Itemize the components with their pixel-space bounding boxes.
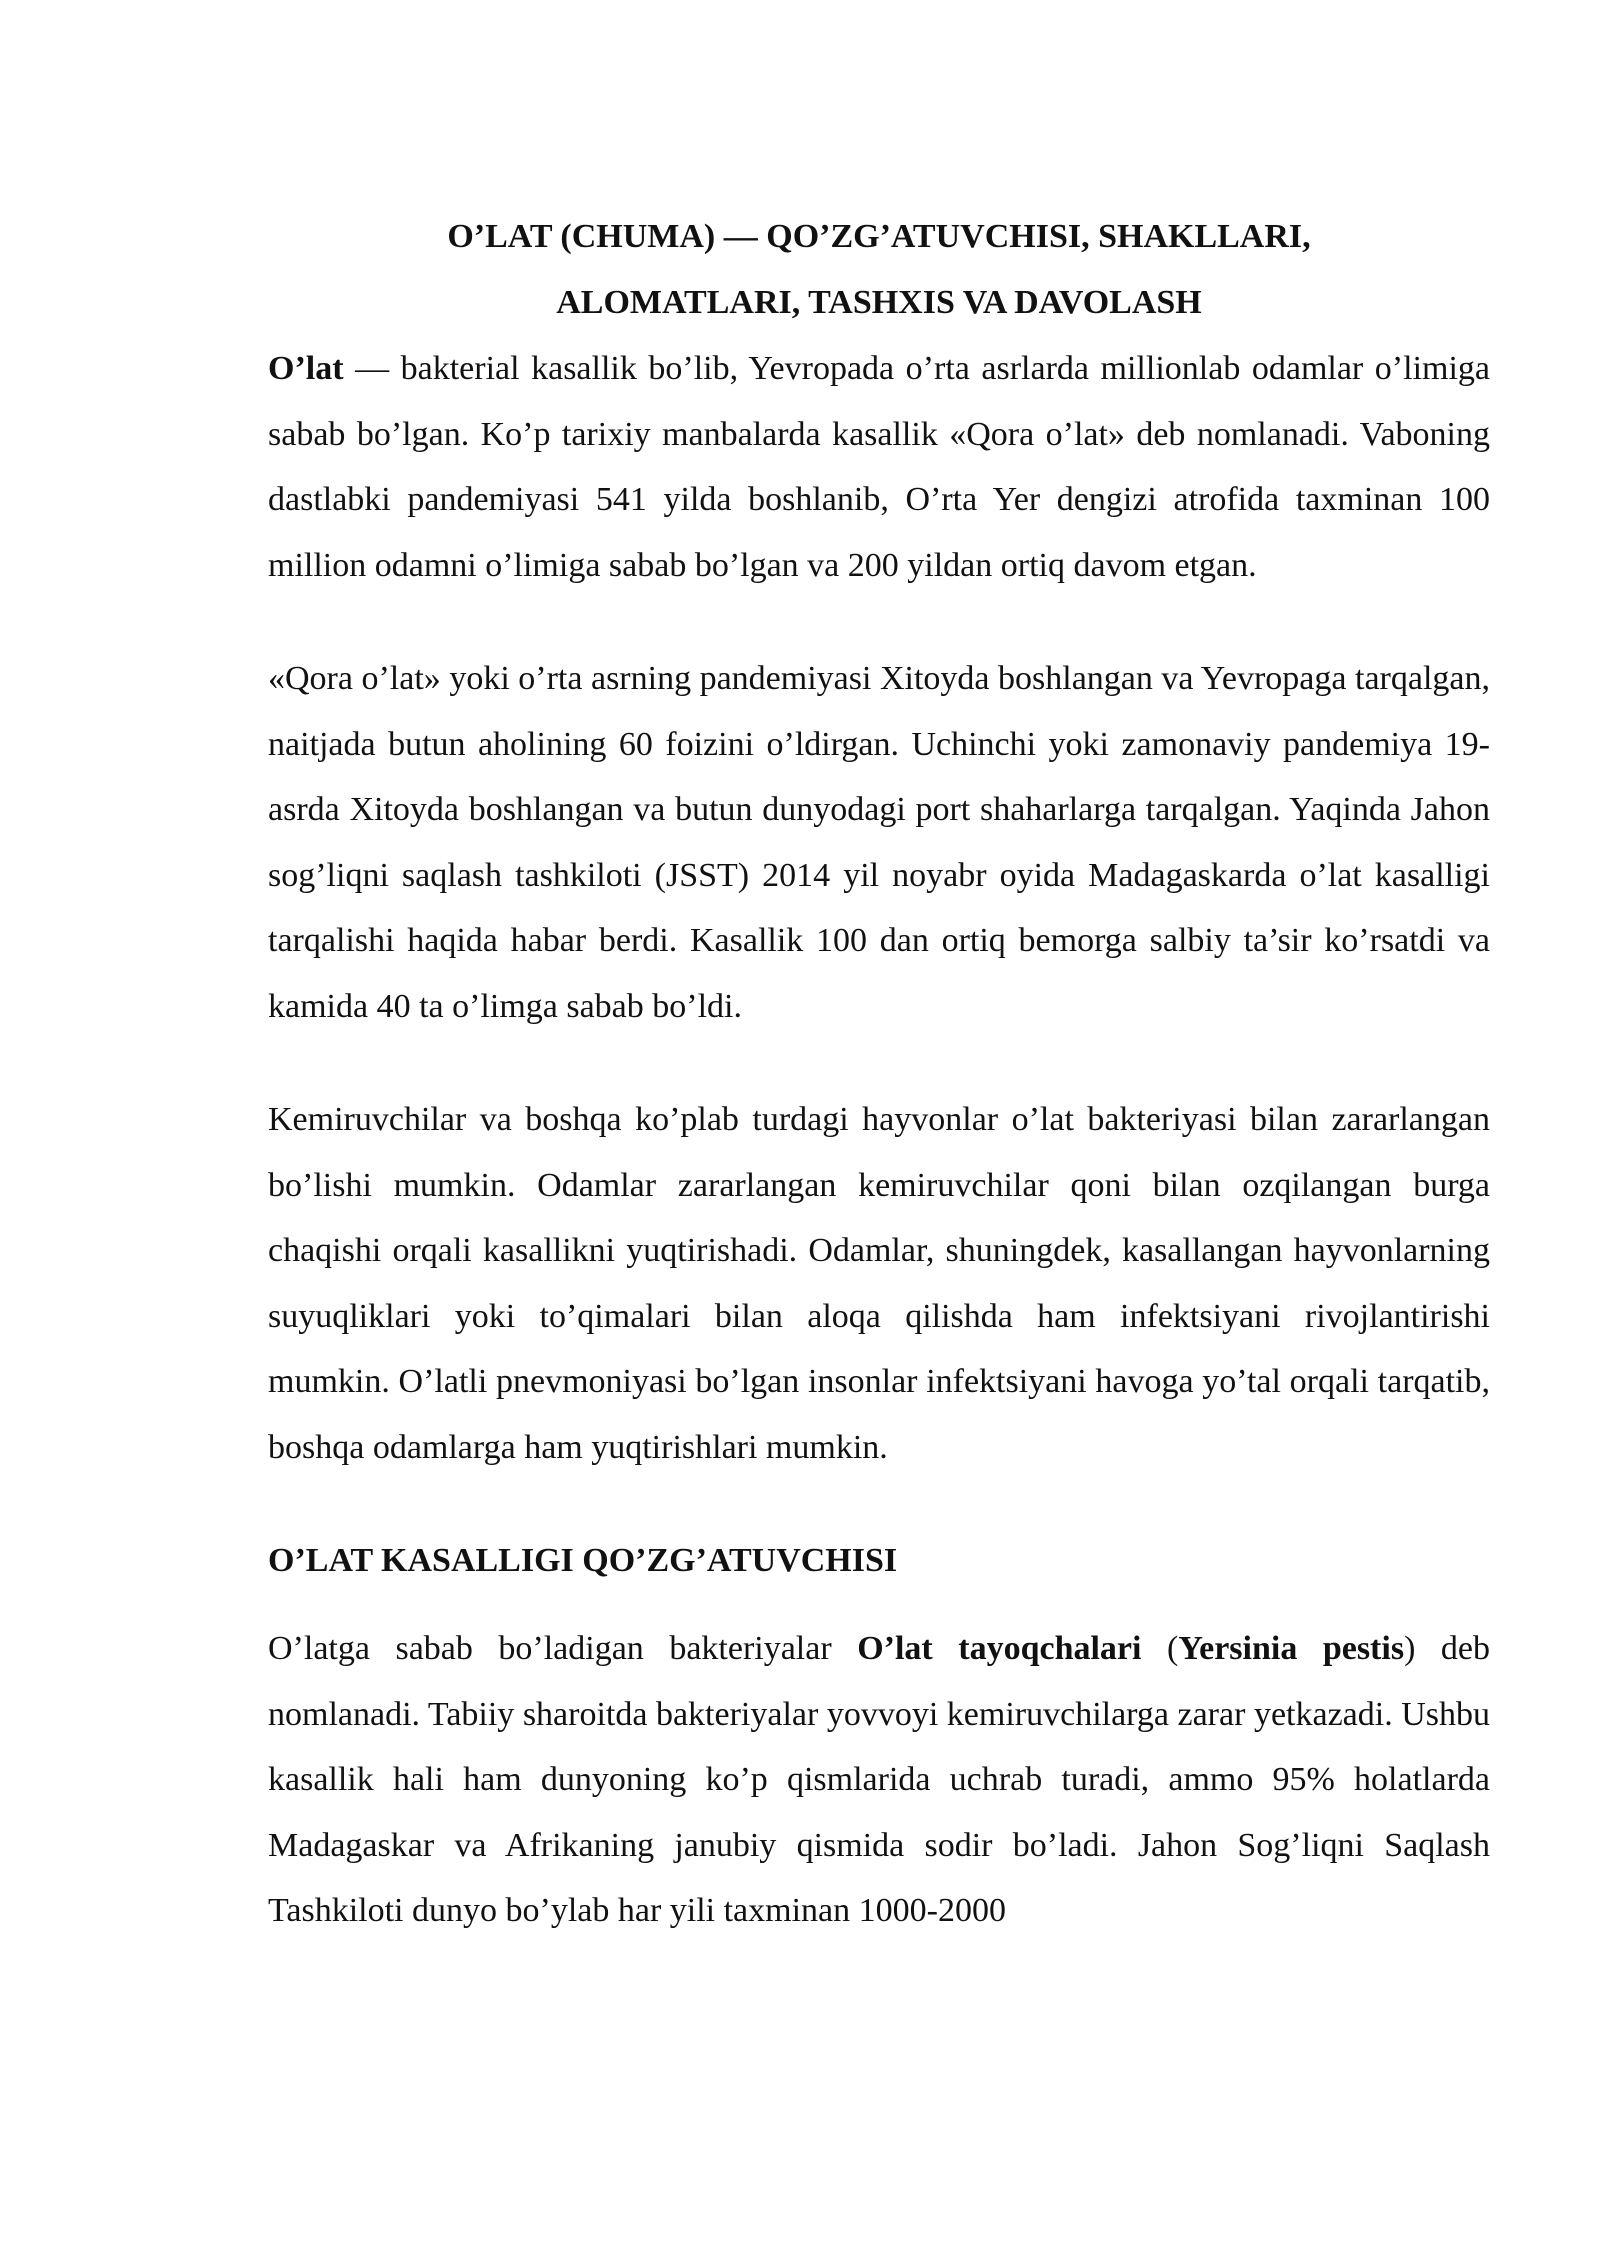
title-line-1: O’LAT (CHUMA) — QO’ZG’ATUVCHISI, SHAKLLARI, [447, 218, 1311, 255]
paragraph-history: «Qora o’lat» yoki o’rta asrning pandemiyasi Xitoyda boshlangan va Yevropaga tarqalgan, naitjada butun aholining 60 foizini o’ldirgan. Uchinchi yoki zamonaviy pandemiya 19-asrda Xitoyda boshlangan va butun dunyodagi port shaharlarga tarqalgan. Yaqinda Jahon sog’liqni saqlash tashkiloti (JSST) 2014 yil noyabr oyida Madagaskarda o’lat kasalligi tarqalishi haqida habar berdi. Kasallik 100 dan ortiq bemorga salbiy ta’sir ko’rsatdi va kamida 40 ta o’limga sabab bo’ldi. [268, 660, 1490, 1025]
paragraph-spacer [268, 1039, 1490, 1087]
paragraph-pathogen [268, 1616, 1490, 1944]
document-page [268, 204, 1490, 1944]
title-line-2: ALOMATLARI, TASHXIS VA DAVOLASH [556, 284, 1202, 321]
heading-spacer [268, 1594, 1490, 1616]
section-heading-pathogen: O’LAT KASALLIGI QO’ZG’ATUVCHISI [268, 1542, 898, 1579]
paragraph-pathogen-text-2: ( [1141, 1630, 1179, 1667]
paragraph-intro [268, 336, 1490, 598]
term-yersinia-pestis: Yersinia pestis [1178, 1630, 1405, 1667]
term-olat-tayoqchalari: O’lat tayoqchalari [857, 1630, 1142, 1667]
paragraph-spacer [268, 598, 1490, 646]
paragraph-pathogen-text-3: ) deb nomlanadi. Tabiiy sharoitda bakteriyalar yovvoyi kemiruvchilarga zarar yetkazadi. Ushbu kasallik hali ham dunyoning ko’p qismlarida uchrab turadi, ammo 95% holatlarda Madagaskar va Afrikaning janubiy qismida sodir bo’ladi. Jahon Sog’liqni Saqlash Tashkiloti dunyo bo’ylab har yili taxminan 1000-2000 [268, 1630, 1490, 1929]
paragraph-intro-text: — bakterial kasallik bo’lib, Yevropada o’rta asrlarda millionlab odamlar o’limiga sabab bo’lgan. Ko’p tarixiy manbalarda kasallik «Qora o’lat» deb nomlanadi. Vaboning dastlabki pandemiyasi 541 yilda boshlanib, O’rta Yer dengizi atrofida taxminan 100 million odamni o’limiga sabab bo’lgan va 200 yildan ortiq davom etgan. [268, 350, 1490, 584]
paragraph-spacer [268, 1480, 1490, 1528]
term-olat: O’lat [268, 350, 344, 387]
paragraph-pathogen-text-1: O’latga sabab bo’ladigan bakteriyalar [268, 1630, 858, 1667]
document-title [268, 204, 1490, 336]
paragraph-transmission: Kemiruvchilar va boshqa ko’plab turdagi hayvonlar o’lat bakteriyasi bilan zararlangan bo’lishi mumkin. Odamlar zararlangan kemiruvchilar qoni bilan ozqilangan burga chaqishi orqali kasallikni yuqtirishadi. Odamlar, shuningdek, kasallangan hayvonlarning suyuqliklari yoki to’qimalari bilan aloqa qilishda ham infektsiyani rivojlantirishi mumkin. O’latli pnevmoniyasi bo’lgan insonlar infektsiyani havoga yo’tal orqali tarqatib, boshqa odamlarga ham yuqtirishlari mumkin. [268, 1101, 1490, 1466]
